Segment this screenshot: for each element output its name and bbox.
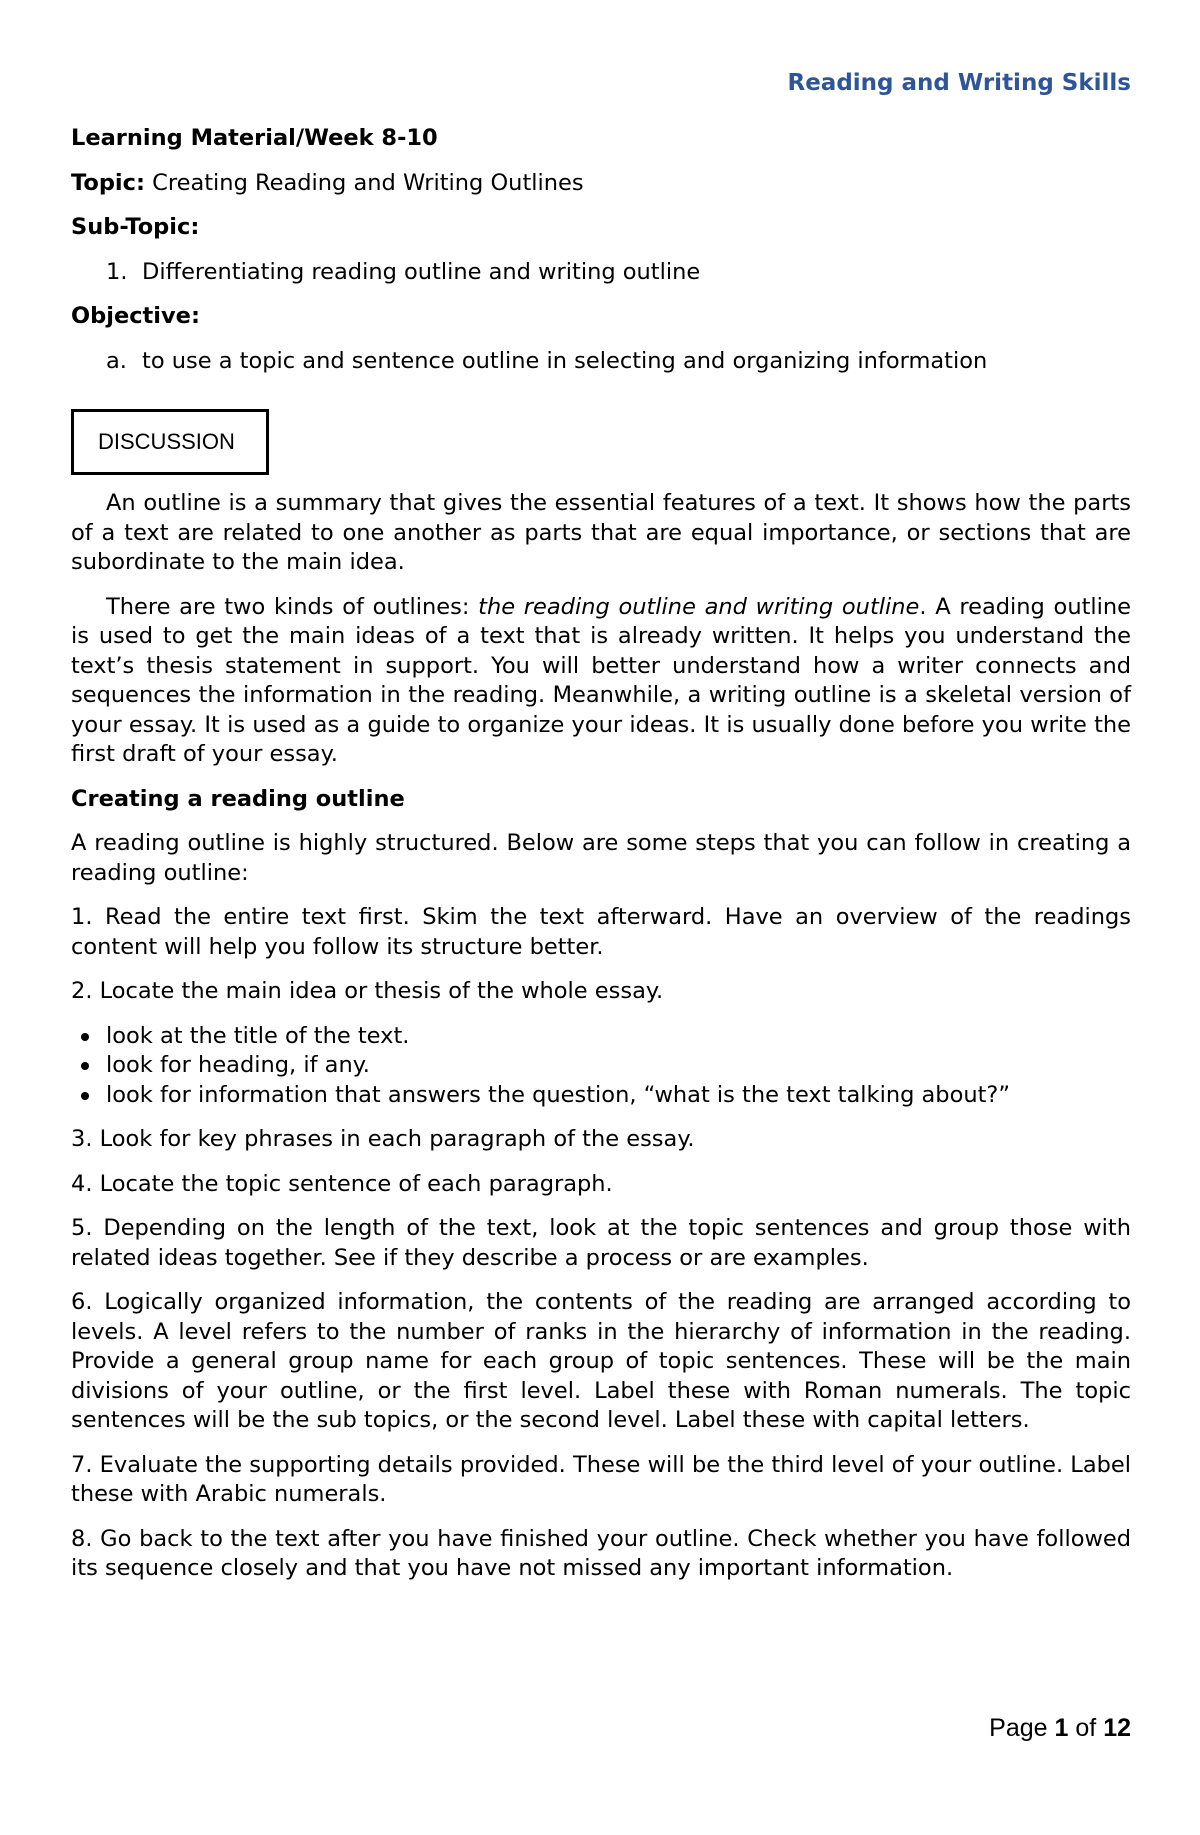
- bullet-text: look for information that answers the question, “what is the text talking about?”: [106, 1081, 1011, 1108]
- reading-outline-intro: A reading outline is highly structured. Below are some steps that you can follow in creating a reading outline:: [71, 830, 1131, 886]
- topic-value: Creating Reading and Writing Outlines: [152, 169, 584, 196]
- page-content: [71, 124, 1131, 1599]
- objective-item: [71, 347, 1131, 377]
- step-4: 4. Locate the topic sentence of each paragraph.: [71, 1170, 613, 1197]
- bullet-item: [71, 1051, 1131, 1081]
- header-title: Reading and Writing Skills: [787, 70, 1131, 96]
- para2-start: There are two kinds of outlines:: [106, 593, 479, 620]
- objective-label: Objective:: [71, 303, 200, 329]
- objective-letter: a.: [106, 347, 127, 374]
- step-1: 1. Read the entire text first. Skim the text afterward. Have an overview of the readings content will help you follow its structure better.: [71, 904, 1131, 960]
- page-word: Page: [989, 1714, 1048, 1742]
- subtopic-label: Sub-Topic:: [71, 214, 200, 240]
- bullet-item: [71, 1081, 1131, 1111]
- discussion-box: DISCUSSION: [71, 409, 269, 475]
- step-7: 7. Evaluate the supporting details provided. These will be the third level of your outline. Label these with Arabic numerals.: [71, 1451, 1131, 1507]
- step-6: 6. Logically organized information, the contents of the reading are arranged according to levels. A level refers to the number of ranks in the hierarchy of information in the reading. Provide a general group name for each group of topic sentences. These will be the main divisions of your outline, or the first level. Label these with Roman numerals. The topic sentences will be the sub topics, or the second level. Label these with capital letters.: [71, 1289, 1131, 1433]
- step-8: 8. Go back to the text after you have finished your outline. Check whether you have followed its sequence closely and that you have not missed any important information.: [71, 1525, 1131, 1581]
- step-5: 5. Depending on the length of the text, look at the topic sentences and group those with related ideas together. See if they describe a process or are examples.: [71, 1215, 1131, 1271]
- subtopic-number: 1.: [106, 258, 128, 285]
- week-label: Learning Material/Week 8-10: [71, 125, 438, 151]
- bullet-item: [71, 1022, 1131, 1052]
- topic-label: Topic:: [71, 169, 145, 196]
- subtopic-text: Differentiating reading outline and writing outline: [142, 258, 701, 285]
- bullet-text: look at the title of the text.: [106, 1022, 410, 1049]
- reading-outline-heading: Creating a reading outline: [71, 785, 405, 812]
- topic-line: [71, 169, 1131, 199]
- step-2: 2. Locate the main idea or thesis of the whole essay.: [71, 978, 664, 1004]
- objective-text: to use a topic and sentence outline in selecting and organizing information: [142, 347, 988, 374]
- para2-italic: the reading outline and writing outline: [478, 593, 920, 620]
- discussion-paragraph-1: An outline is a summary that gives the essential features of a text. It shows how the parts of a text are related to one another as parts that are equal importance, or sections that are subordinate to the main idea.: [71, 490, 1131, 575]
- page-number: 1: [1054, 1714, 1069, 1742]
- page-total: 12: [1103, 1714, 1131, 1742]
- bullet-dot-icon: [81, 1092, 89, 1100]
- bullet-dot-icon: [81, 1033, 89, 1041]
- step-3: 3. Look for key phrases in each paragraph of the essay.: [71, 1126, 695, 1152]
- step-2-bullet-list: [71, 1022, 1131, 1111]
- page-footer: [989, 1714, 1131, 1743]
- bullet-text: look for heading, if any.: [106, 1052, 370, 1078]
- para2-rest: . A reading outline is used to get the main ideas of a text that is already written. It helps you understand the text’s thesis statement in support. You will better understand how a writer connects and sequences the information in the reading. Meanwhile, a writing outline is a skeletal version of your essay. It is used as a guide to organize your ideas. It is usually done before you write the first draft of your essay.: [71, 593, 1132, 767]
- bullet-dot-icon: [81, 1062, 89, 1070]
- discussion-paragraph-2: [71, 593, 1131, 770]
- subtopic-item: [71, 258, 1131, 288]
- of-word: of: [1075, 1714, 1097, 1742]
